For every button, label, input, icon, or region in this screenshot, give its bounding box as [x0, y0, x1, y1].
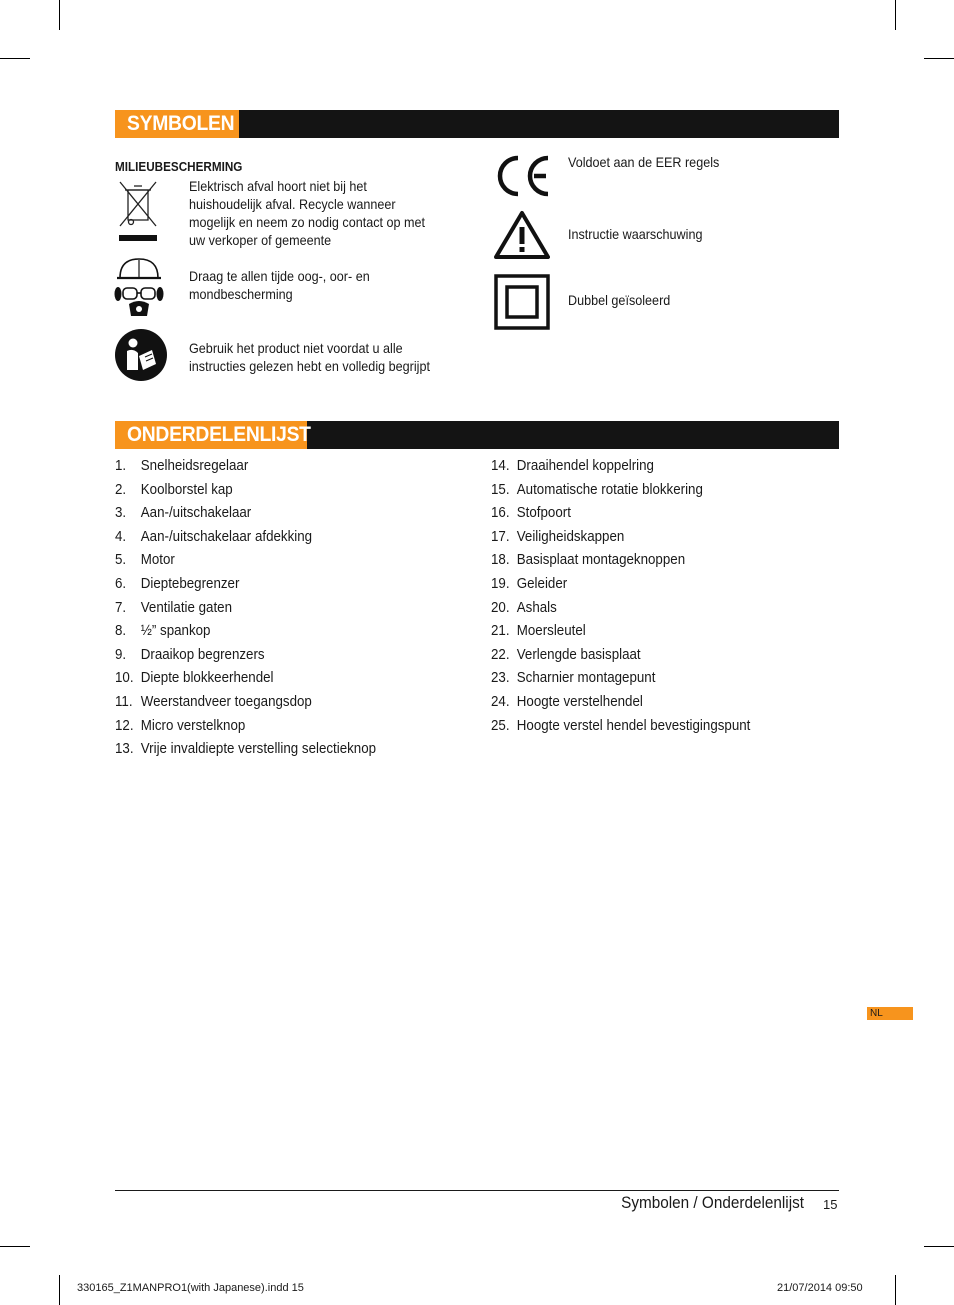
crop-mark	[924, 1246, 954, 1247]
item-number: 11.	[115, 694, 133, 710]
item-label: Ventilatie gaten	[140, 599, 232, 616]
double-insulated-icon	[494, 274, 550, 335]
item-label: Verlengde basisplaat	[516, 646, 641, 663]
item-label: Dieptebegrenzer	[140, 576, 240, 592]
slug-date: 21/07/2014 09:50	[777, 1282, 863, 1294]
item-number: 21.	[491, 623, 510, 640]
item-label: Veiligheidskappen	[516, 528, 625, 545]
double-insulated-text: Dubbel geïsoleerd	[568, 292, 671, 308]
item-number: 17.	[491, 528, 510, 545]
crop-mark	[0, 1246, 30, 1247]
crop-mark	[0, 58, 30, 59]
crop-mark	[895, 1275, 896, 1305]
item-number: 15.	[491, 481, 510, 498]
item-number: 1.	[115, 458, 127, 474]
environment-heading: MILIEUBESCHERMING	[115, 159, 243, 174]
item-number: 25.	[491, 717, 510, 734]
page-number: 15	[823, 1197, 838, 1212]
item-label: Stofpoort	[516, 505, 571, 522]
item-label: Koolborstel kap	[140, 481, 233, 498]
item-label: Basisplaat montageknoppen	[516, 552, 686, 569]
item-number: 2.	[115, 481, 127, 498]
ce-mark-icon	[494, 154, 552, 203]
item-number: 20.	[491, 599, 510, 616]
item-label: Diepte blokkeerhendel	[140, 670, 274, 687]
crop-mark	[59, 1275, 60, 1305]
item-label: Ashals	[516, 599, 557, 616]
language-badge	[867, 1007, 913, 1020]
parts-header-bar	[115, 421, 839, 449]
item-number: 23.	[491, 670, 510, 687]
item-label: Geleider	[516, 576, 568, 592]
item-number: 6.	[115, 576, 127, 592]
crop-mark	[924, 58, 954, 59]
item-number: 3.	[115, 505, 127, 522]
item-number: 18.	[491, 552, 510, 569]
item-label: Moersleutel	[516, 623, 586, 640]
item-number: 14.	[491, 458, 510, 474]
item-label: Vrije invaldiepte verstelling selectieknop	[140, 741, 377, 758]
weee-text: Elektrisch afval hoort niet bij het huishoudelijk afval. Recycle wanneer mogelijk en neem zo nodig contact op met uw verkoper of gemeente	[189, 178, 426, 248]
item-label: Draaihendel koppelring	[516, 458, 654, 474]
protective-gear-icon	[114, 256, 164, 323]
item-number: 7.	[115, 599, 127, 616]
item-label: Hoogte verstelhendel	[516, 694, 643, 710]
item-number: 5.	[115, 552, 127, 569]
symbols-header-bar	[115, 110, 839, 138]
item-label: Snelheidsregelaar	[140, 458, 249, 474]
item-number: 13.	[115, 741, 134, 758]
footer-rule	[115, 1190, 839, 1191]
read-manual-icon	[114, 328, 168, 387]
ce-text: Voldoet aan de EER regels	[568, 154, 720, 170]
item-label: Motor	[140, 552, 175, 569]
item-label: Aan-/uitschakelaar afdekking	[140, 528, 313, 545]
warning-text: Instructie waarschuwing	[568, 226, 703, 242]
weee-bin-icon	[118, 180, 158, 247]
crop-mark	[895, 0, 896, 30]
item-number: 12.	[115, 717, 134, 734]
item-number: 8.	[115, 623, 127, 640]
item-number: 19.	[491, 576, 510, 592]
item-number: 4.	[115, 528, 127, 545]
item-label: Weerstandveer toegangsdop	[140, 694, 312, 710]
item-label: Micro verstelknop	[140, 717, 246, 734]
read-manual-text: Gebruik het product niet voordat u alle instructies gelezen hebt en volledig begrijpt	[189, 340, 430, 374]
symbols-title: SYMBOLEN	[127, 112, 235, 135]
item-number: 10.	[115, 670, 134, 687]
item-number: 24.	[491, 694, 510, 710]
slug-file: 330165_Z1MANPRO1(with Japanese).indd 15	[77, 1282, 304, 1294]
item-number: 9.	[115, 646, 127, 663]
item-label: ½” spankop	[140, 623, 211, 640]
item-label: Aan-/uitschakelaar	[140, 505, 252, 522]
item-label: Hoogte verstel hendel bevestigingspunt	[516, 717, 751, 734]
protective-gear-text: Draag te allen tijde oog-, oor- en mondbescherming	[189, 268, 370, 302]
crop-mark	[59, 0, 60, 30]
warning-triangle-icon	[494, 210, 550, 265]
item-label: Draaikop begrenzers	[140, 646, 265, 663]
item-label: Scharnier montagepunt	[516, 670, 656, 687]
parts-title: ONDERDELENLIJST	[127, 423, 311, 446]
language-code: NL	[870, 1008, 883, 1019]
footer-title: Symbolen / Onderdelenlijst	[621, 1193, 804, 1212]
item-label: Automatische rotatie blokkering	[516, 481, 703, 498]
item-number: 16.	[491, 505, 510, 522]
item-number: 22.	[491, 646, 510, 663]
